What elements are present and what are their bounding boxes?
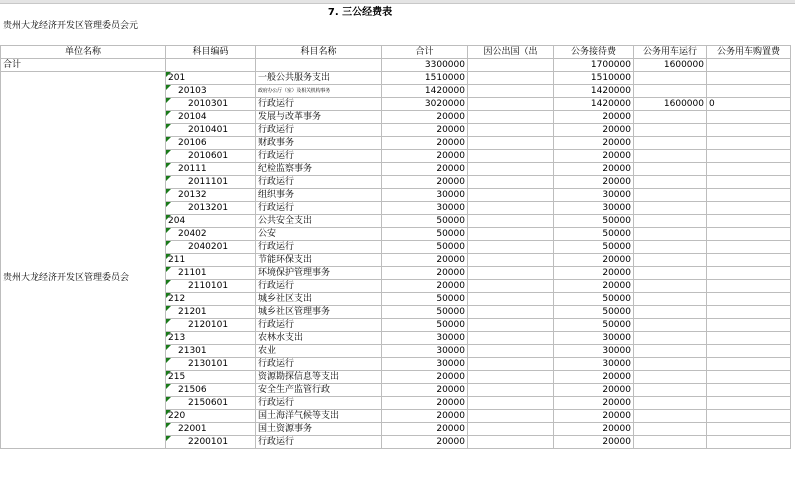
org-name[interactable]: 贵州大龙经济开发区管理委员会元	[3, 21, 139, 31]
header-cell[interactable]: 公务用车购置费	[707, 46, 791, 59]
subject-name[interactable]: 行政运行	[256, 124, 382, 137]
car-buy-value[interactable]	[707, 228, 791, 241]
car-run-value[interactable]	[634, 371, 707, 384]
table-row	[1, 202, 791, 215]
table-row	[1, 293, 791, 306]
car-buy-value[interactable]	[707, 176, 791, 189]
subject-code[interactable]: 2130101	[166, 358, 256, 371]
subject-name[interactable]: 公安	[256, 228, 382, 241]
total-value[interactable]: 20000	[382, 423, 468, 436]
car-run-value[interactable]	[634, 137, 707, 150]
total-label[interactable]: 合计	[1, 59, 166, 72]
reception-value[interactable]: 20000	[554, 371, 634, 384]
total-value[interactable]: 20000	[382, 254, 468, 267]
car-buy-value[interactable]	[707, 371, 791, 384]
table-row	[1, 137, 791, 150]
travel-value[interactable]	[468, 358, 554, 371]
total-value[interactable]: 30000	[382, 189, 468, 202]
travel-value[interactable]	[468, 332, 554, 345]
unit-cell[interactable]	[1, 202, 166, 215]
total-car-run[interactable]: 1600000	[634, 59, 707, 72]
travel-value[interactable]	[468, 124, 554, 137]
table-row	[1, 384, 791, 397]
unit-cell[interactable]	[1, 293, 166, 306]
table-row	[1, 306, 791, 319]
unit-cell[interactable]	[1, 189, 166, 202]
car-run-value[interactable]	[634, 241, 707, 254]
unit-cell[interactable]	[1, 85, 166, 98]
travel-value[interactable]	[468, 137, 554, 150]
subject-name[interactable]: 行政运行	[256, 397, 382, 410]
subject-code[interactable]: 220	[166, 410, 256, 423]
subject-name[interactable]: 一般公共服务支出	[256, 72, 382, 85]
reception-value[interactable]: 30000	[554, 202, 634, 215]
table-row	[1, 150, 791, 163]
unit-cell[interactable]	[1, 228, 166, 241]
subject-code[interactable]: 20106	[166, 137, 256, 150]
reception-value[interactable]: 20000	[554, 384, 634, 397]
subject-code[interactable]: 21301	[166, 345, 256, 358]
subject-name[interactable]: 安全生产监管行政	[256, 384, 382, 397]
total-value[interactable]: 50000	[382, 319, 468, 332]
reception-value[interactable]: 20000	[554, 423, 634, 436]
travel-value[interactable]	[468, 267, 554, 280]
total-value[interactable]: 20000	[382, 371, 468, 384]
subject-name[interactable]: 财政事务	[256, 137, 382, 150]
unit-cell[interactable]	[1, 319, 166, 332]
car-run-value[interactable]	[634, 306, 707, 319]
travel-value[interactable]	[468, 306, 554, 319]
subject-name[interactable]: 行政运行	[256, 241, 382, 254]
car-run-value[interactable]	[634, 85, 707, 98]
travel-value[interactable]	[468, 150, 554, 163]
subject-name[interactable]: 纪检监察事务	[256, 163, 382, 176]
unit-cell[interactable]	[1, 397, 166, 410]
total-value[interactable]: 20000	[382, 124, 468, 137]
car-run-value[interactable]	[634, 254, 707, 267]
reception-value[interactable]: 20000	[554, 150, 634, 163]
table-row	[1, 228, 791, 241]
travel-value[interactable]	[468, 228, 554, 241]
header-cell[interactable]: 单位名称	[1, 46, 166, 59]
car-buy-value[interactable]: 0	[707, 98, 791, 111]
car-run-value[interactable]	[634, 215, 707, 228]
reception-value[interactable]: 1510000	[554, 72, 634, 85]
car-run-value[interactable]	[634, 397, 707, 410]
total-value[interactable]: 50000	[382, 228, 468, 241]
total-value[interactable]: 20000	[382, 137, 468, 150]
travel-value[interactable]	[468, 163, 554, 176]
car-run-value[interactable]	[634, 423, 707, 436]
cell[interactable]	[256, 59, 382, 72]
travel-value[interactable]	[468, 215, 554, 228]
total-value[interactable]: 20000	[382, 267, 468, 280]
table-row	[1, 176, 791, 189]
unit-cell[interactable]	[1, 371, 166, 384]
reception-value[interactable]: 30000	[554, 358, 634, 371]
unit-cell[interactable]	[1, 176, 166, 189]
unit-cell[interactable]	[1, 137, 166, 150]
total-row	[1, 59, 791, 72]
total-value[interactable]: 20000	[382, 280, 468, 293]
reception-value[interactable]: 50000	[554, 293, 634, 306]
reception-value[interactable]: 30000	[554, 345, 634, 358]
car-run-value[interactable]	[634, 163, 707, 176]
car-buy-value[interactable]	[707, 124, 791, 137]
total-value[interactable]: 30000	[382, 345, 468, 358]
car-run-value[interactable]: 1600000	[634, 98, 707, 111]
travel-value[interactable]	[468, 423, 554, 436]
subject-name[interactable]: 行政运行	[256, 280, 382, 293]
reception-value[interactable]: 20000	[554, 267, 634, 280]
unit-cell[interactable]	[1, 124, 166, 137]
car-buy-value[interactable]	[707, 241, 791, 254]
subject-code[interactable]: 215	[166, 371, 256, 384]
travel-value[interactable]	[468, 85, 554, 98]
reception-value[interactable]: 50000	[554, 228, 634, 241]
subject-code[interactable]: 2200101	[166, 436, 256, 449]
subject-code[interactable]: 2120101	[166, 319, 256, 332]
subject-name[interactable]: 行政运行	[256, 436, 382, 449]
travel-value[interactable]	[468, 98, 554, 111]
reception-value[interactable]: 20000	[554, 137, 634, 150]
table-row	[1, 241, 791, 254]
reception-value[interactable]: 50000	[554, 319, 634, 332]
car-run-value[interactable]	[634, 189, 707, 202]
car-buy-value[interactable]	[707, 189, 791, 202]
subject-code[interactable]: 2040201	[166, 241, 256, 254]
subject-name[interactable]: 农林水支出	[256, 332, 382, 345]
subject-code[interactable]: 2110101	[166, 280, 256, 293]
car-buy-value[interactable]	[707, 319, 791, 332]
header-cell[interactable]: 公务用车运行	[634, 46, 707, 59]
table-row	[1, 72, 791, 85]
car-buy-value[interactable]	[707, 254, 791, 267]
subject-name[interactable]: 行政运行	[256, 176, 382, 189]
cell[interactable]	[166, 59, 256, 72]
header-cell[interactable]: 科目编码	[166, 46, 256, 59]
unit-cell[interactable]	[1, 241, 166, 254]
table-row	[1, 345, 791, 358]
car-buy-value[interactable]	[707, 436, 791, 449]
travel-value[interactable]	[468, 397, 554, 410]
header-cell[interactable]: 合计	[382, 46, 468, 59]
car-buy-value[interactable]	[707, 72, 791, 85]
car-run-value[interactable]	[634, 267, 707, 280]
car-run-value[interactable]	[634, 384, 707, 397]
reception-value[interactable]: 20000	[554, 124, 634, 137]
subject-code[interactable]: 21506	[166, 384, 256, 397]
car-run-value[interactable]	[634, 293, 707, 306]
car-buy-value[interactable]	[707, 332, 791, 345]
reception-value[interactable]: 30000	[554, 332, 634, 345]
car-buy-value[interactable]	[707, 137, 791, 150]
travel-value[interactable]	[468, 176, 554, 189]
unit-cell[interactable]	[1, 150, 166, 163]
unit-cell[interactable]	[1, 423, 166, 436]
travel-value[interactable]	[468, 241, 554, 254]
header-cell[interactable]: 科目名称	[256, 46, 382, 59]
travel-value[interactable]	[468, 436, 554, 449]
car-buy-value[interactable]	[707, 267, 791, 280]
subject-name[interactable]: 农业	[256, 345, 382, 358]
subject-code[interactable]: 20104	[166, 111, 256, 124]
travel-value[interactable]	[468, 384, 554, 397]
subject-code[interactable]: 2010301	[166, 98, 256, 111]
car-buy-value[interactable]	[707, 410, 791, 423]
subject-code[interactable]: 211	[166, 254, 256, 267]
reception-value[interactable]: 20000	[554, 280, 634, 293]
table-row	[1, 332, 791, 345]
subject-code[interactable]: 2150601	[166, 397, 256, 410]
travel-value[interactable]	[468, 280, 554, 293]
total-value[interactable]: 50000	[382, 306, 468, 319]
subject-code[interactable]: 20111	[166, 163, 256, 176]
reception-value[interactable]: 20000	[554, 410, 634, 423]
car-run-value[interactable]	[634, 72, 707, 85]
travel-value[interactable]	[468, 345, 554, 358]
car-run-value[interactable]	[634, 176, 707, 189]
reception-value[interactable]: 50000	[554, 241, 634, 254]
subject-name[interactable]: 国土资源事务	[256, 423, 382, 436]
total-value[interactable]: 50000	[382, 241, 468, 254]
cell[interactable]	[468, 59, 554, 72]
total-value[interactable]: 30000	[382, 332, 468, 345]
car-buy-value[interactable]	[707, 280, 791, 293]
unit-cell[interactable]	[1, 345, 166, 358]
travel-value[interactable]	[468, 202, 554, 215]
unit-cell[interactable]	[1, 98, 166, 111]
travel-value[interactable]	[468, 371, 554, 384]
reception-value[interactable]: 30000	[554, 189, 634, 202]
subject-name[interactable]: 行政运行	[256, 202, 382, 215]
subject-code[interactable]: 212	[166, 293, 256, 306]
car-buy-value[interactable]	[707, 85, 791, 98]
subject-name[interactable]: 节能环保支出	[256, 254, 382, 267]
subject-code[interactable]: 204	[166, 215, 256, 228]
car-run-value[interactable]	[634, 319, 707, 332]
car-run-value[interactable]	[634, 228, 707, 241]
total-value[interactable]: 30000	[382, 358, 468, 371]
total-value[interactable]: 20000	[382, 111, 468, 124]
table-row	[1, 423, 791, 436]
reception-value[interactable]: 20000	[554, 176, 634, 189]
car-buy-value[interactable]	[707, 215, 791, 228]
travel-value[interactable]	[468, 111, 554, 124]
table-row	[1, 254, 791, 267]
unit-cell[interactable]	[1, 436, 166, 449]
table-row	[1, 163, 791, 176]
travel-value[interactable]	[468, 189, 554, 202]
subject-code[interactable]: 2013201	[166, 202, 256, 215]
car-buy-value[interactable]	[707, 423, 791, 436]
total-value[interactable]: 20000	[382, 410, 468, 423]
unit-cell[interactable]	[1, 410, 166, 423]
car-buy-value[interactable]	[707, 150, 791, 163]
unit-cell[interactable]	[1, 332, 166, 345]
subject-name[interactable]: 环境保护管理事务	[256, 267, 382, 280]
travel-value[interactable]	[468, 410, 554, 423]
car-buy-value[interactable]	[707, 111, 791, 124]
subject-code[interactable]: 22001	[166, 423, 256, 436]
table-row	[1, 397, 791, 410]
total-value[interactable]: 30000	[382, 202, 468, 215]
header-cell[interactable]: 因公出国（出	[468, 46, 554, 59]
car-buy-value[interactable]	[707, 384, 791, 397]
travel-value[interactable]	[468, 72, 554, 85]
table-row	[1, 371, 791, 384]
table-row	[1, 189, 791, 202]
car-run-value[interactable]	[634, 202, 707, 215]
subject-code[interactable]: 2010401	[166, 124, 256, 137]
subject-name[interactable]: 政府办公厅（室）及相关机构事务	[256, 85, 382, 98]
total-value[interactable]: 20000	[382, 176, 468, 189]
data-table	[0, 45, 791, 449]
subject-code[interactable]: 2010601	[166, 150, 256, 163]
sheet-title: 7. 三公经费表	[327, 7, 393, 18]
car-buy-value[interactable]	[707, 202, 791, 215]
total-value[interactable]: 50000	[382, 293, 468, 306]
subject-name[interactable]: 公共安全支出	[256, 215, 382, 228]
car-run-value[interactable]	[634, 436, 707, 449]
table-row	[1, 436, 791, 449]
reception-value[interactable]: 20000	[554, 397, 634, 410]
subject-name[interactable]: 城乡社区管理事务	[256, 306, 382, 319]
table-row	[1, 124, 791, 137]
header-row	[1, 46, 791, 59]
car-run-value[interactable]	[634, 345, 707, 358]
subject-name[interactable]: 发展与改革事务	[256, 111, 382, 124]
car-run-value[interactable]	[634, 280, 707, 293]
car-run-value[interactable]	[634, 111, 707, 124]
total-value[interactable]: 20000	[382, 397, 468, 410]
car-buy-value[interactable]	[707, 306, 791, 319]
subject-code[interactable]: 21101	[166, 267, 256, 280]
total-value[interactable]: 1420000	[382, 85, 468, 98]
unit-cell[interactable]	[1, 163, 166, 176]
subject-name[interactable]: 城乡社区支出	[256, 293, 382, 306]
car-buy-value[interactable]	[707, 397, 791, 410]
subject-code[interactable]: 20103	[166, 85, 256, 98]
total-value[interactable]: 3020000	[382, 98, 468, 111]
subject-name[interactable]: 行政运行	[256, 358, 382, 371]
car-run-value[interactable]	[634, 358, 707, 371]
total-reception[interactable]: 1700000	[554, 59, 634, 72]
travel-value[interactable]	[468, 293, 554, 306]
column-strip	[0, 0, 795, 4]
car-buy-value[interactable]	[707, 293, 791, 306]
subject-code[interactable]: 21201	[166, 306, 256, 319]
travel-value[interactable]	[468, 254, 554, 267]
table-row	[1, 410, 791, 423]
subject-name[interactable]: 国土海洋气候等支出	[256, 410, 382, 423]
subject-name[interactable]: 资源勘探信息等支出	[256, 371, 382, 384]
reception-value[interactable]: 20000	[554, 111, 634, 124]
subject-code[interactable]: 2011101	[166, 176, 256, 189]
subject-code[interactable]: 201	[166, 72, 256, 85]
header-cell[interactable]: 公务接待费	[554, 46, 634, 59]
unit-cell[interactable]	[1, 306, 166, 319]
subject-code[interactable]: 20402	[166, 228, 256, 241]
table-row	[1, 98, 791, 111]
subject-name[interactable]: 行政运行	[256, 319, 382, 332]
unit-cell[interactable]	[1, 384, 166, 397]
reception-value[interactable]: 1420000	[554, 85, 634, 98]
car-buy-value[interactable]	[707, 163, 791, 176]
reception-value[interactable]: 20000	[554, 163, 634, 176]
subject-code[interactable]: 20132	[166, 189, 256, 202]
reception-value[interactable]: 1420000	[554, 98, 634, 111]
subject-name[interactable]: 行政运行	[256, 150, 382, 163]
subject-name[interactable]: 行政运行	[256, 98, 382, 111]
table-row	[1, 85, 791, 98]
total-value[interactable]: 1510000	[382, 72, 468, 85]
unit-cell[interactable]	[1, 111, 166, 124]
total-value[interactable]: 50000	[382, 215, 468, 228]
unit-cell[interactable]	[1, 358, 166, 371]
car-buy-value[interactable]	[707, 345, 791, 358]
total-value[interactable]: 20000	[382, 163, 468, 176]
table-row	[1, 358, 791, 371]
car-run-value[interactable]	[634, 124, 707, 137]
total-amount[interactable]: 3300000	[382, 59, 468, 72]
cell[interactable]	[707, 59, 791, 72]
reception-value[interactable]: 50000	[554, 215, 634, 228]
subject-code[interactable]: 213	[166, 332, 256, 345]
car-run-value[interactable]	[634, 332, 707, 345]
total-value[interactable]: 20000	[382, 436, 468, 449]
unit-cell[interactable]	[1, 215, 166, 228]
travel-value[interactable]	[468, 319, 554, 332]
car-run-value[interactable]	[634, 150, 707, 163]
subject-name[interactable]: 组织事务	[256, 189, 382, 202]
unit-cell[interactable]	[1, 72, 166, 85]
total-value[interactable]: 20000	[382, 384, 468, 397]
reception-value[interactable]: 20000	[554, 254, 634, 267]
table-row	[1, 215, 791, 228]
table-row	[1, 111, 791, 124]
car-run-value[interactable]	[634, 410, 707, 423]
reception-value[interactable]: 50000	[554, 306, 634, 319]
unit-name[interactable]: 贵州大龙经济开发区管理委员会	[3, 273, 130, 283]
table-row	[1, 319, 791, 332]
total-value[interactable]: 20000	[382, 150, 468, 163]
reception-value[interactable]: 20000	[554, 436, 634, 449]
car-buy-value[interactable]	[707, 358, 791, 371]
unit-cell[interactable]	[1, 254, 166, 267]
